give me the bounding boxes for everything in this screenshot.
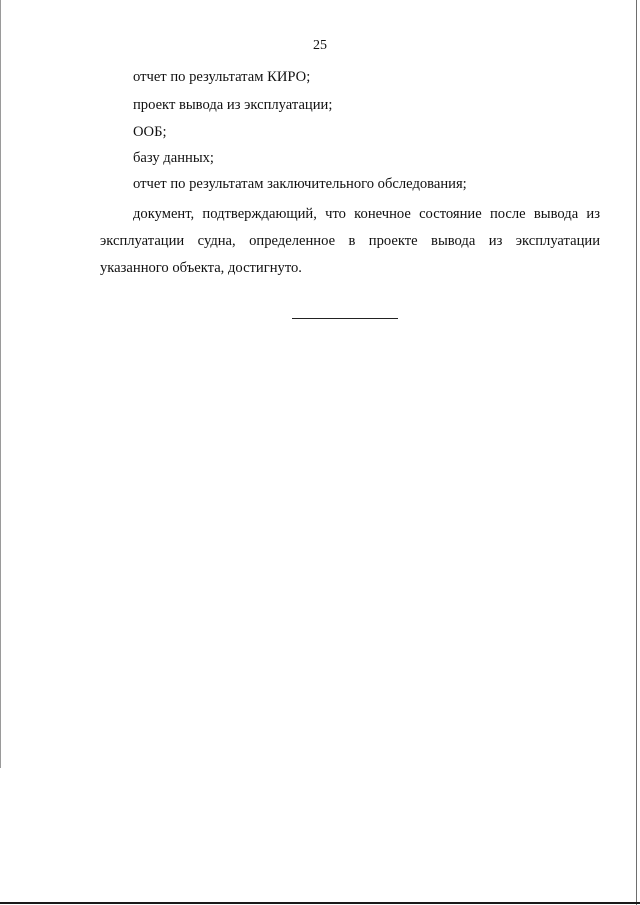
final-paragraph	[100, 201, 600, 282]
list-item: базу данных;	[133, 150, 214, 166]
paragraph-line: эксплуатации судна, определенное в проекте вывода из эксплуатации	[100, 233, 600, 249]
scan-edge-bottom	[0, 902, 640, 904]
page-number: 25	[313, 38, 327, 53]
list-item: отчет по результатам заключительного обследования;	[133, 176, 467, 192]
scan-edge-right	[636, 0, 637, 905]
paragraph-line: документ, подтверждающий, что конечное состояние после вывода из	[133, 206, 600, 222]
list-item: проект вывода из эксплуатации;	[133, 97, 333, 113]
paragraph-line: указанного объекта, достигнуто.	[100, 260, 302, 276]
scan-edge-left	[0, 0, 1, 768]
list-item: отчет по результатам КИРО;	[133, 69, 311, 85]
list-item: ООБ;	[133, 124, 167, 140]
end-separator-line	[292, 318, 398, 319]
